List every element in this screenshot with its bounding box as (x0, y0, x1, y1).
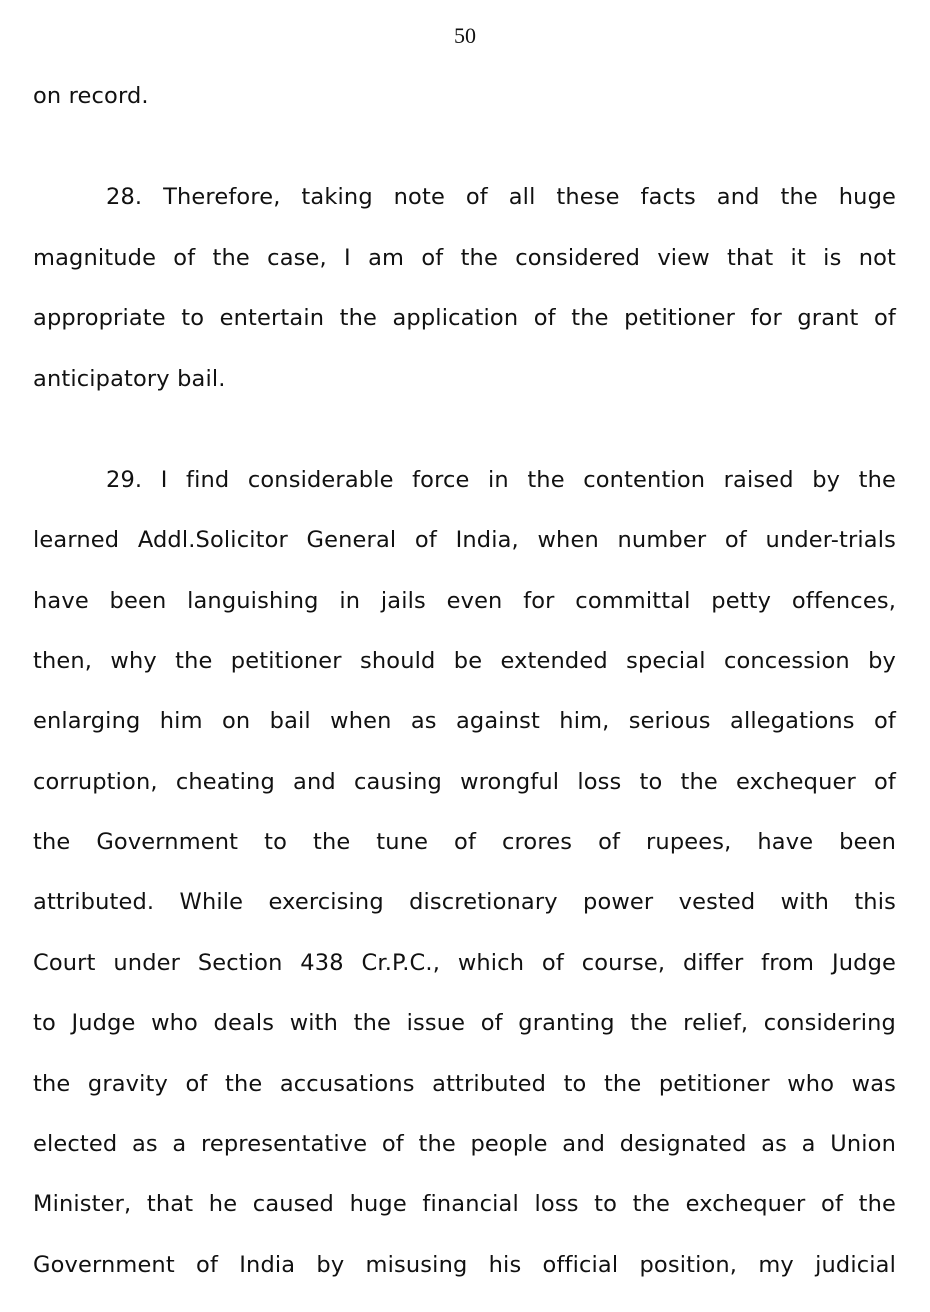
text-line: elected as a representative of the people and designated as a Union (33, 1131, 896, 1157)
text-line: Government of India by misusing his official position, my judicial (33, 1252, 896, 1278)
text-line: appropriate to entertain the application of the petitioner for grant of (33, 305, 896, 331)
text-line: then, why the petitioner should be extended special concession by (33, 648, 896, 674)
text-line: magnitude of the case, I am of the considered view that it is not (33, 245, 896, 271)
text-line: enlarging him on bail when as against him, serious allegations of (33, 708, 896, 734)
text-line: on record. (33, 83, 149, 109)
text-line: anticipatory bail. (33, 366, 226, 392)
text-line: have been languishing in jails even for committal petty offences, (33, 588, 896, 614)
text-line: the Government to the tune of crores of rupees, have been (33, 829, 896, 855)
page-number: 50 (454, 23, 476, 48)
text-line: Minister, that he caused huge financial loss to the exchequer of the (33, 1191, 896, 1217)
text-line: attributed. While exercising discretionary power vested with this (33, 889, 896, 915)
paragraph-first-line: 29. I find considerable force in the contention raised by the (106, 467, 896, 493)
text-line: Court under Section 438 Cr.P.C., which of course, differ from Judge (33, 950, 896, 976)
text-line: learned Addl.Solicitor General of India, when number of under-trials (33, 527, 896, 553)
text-line: corruption, cheating and causing wrongful loss to the exchequer of (33, 769, 896, 795)
paragraph-first-line: 28. Therefore, taking note of all these facts and the huge (106, 184, 896, 210)
text-line: the gravity of the accusations attributed to the petitioner who was (33, 1071, 896, 1097)
text-line: to Judge who deals with the issue of granting the relief, considering (33, 1010, 896, 1036)
